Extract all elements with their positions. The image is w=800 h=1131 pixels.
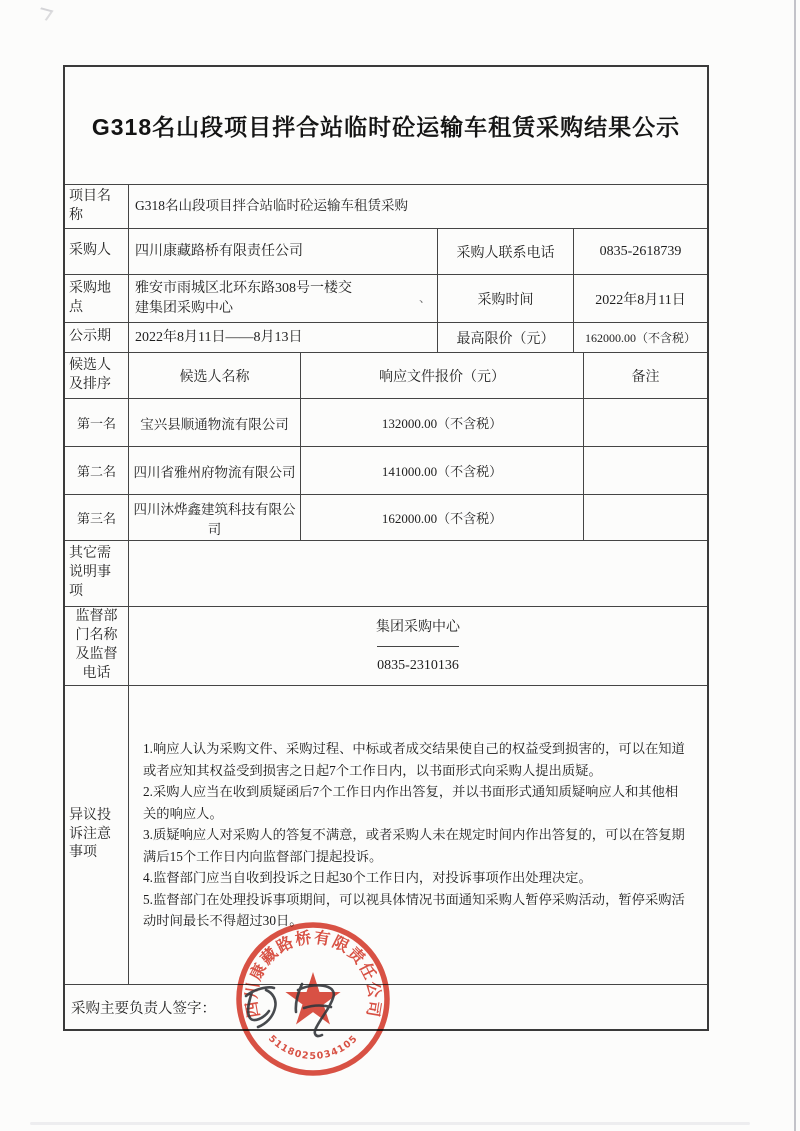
objection-label: 异议投诉注意事项 [69, 807, 111, 861]
objection-item-3: 3.质疑响应人对采购人的答复不满意，或者采购人未在规定时间内作出答复的，可以在答复期满后15个工作日内向监督部门提起投诉。 [143, 827, 685, 864]
objection-item-2: 2.采购人应当在收到质疑函后7个工作日内作出答复，并以书面形式通知质疑响应人和其他相关的响应人。 [143, 784, 679, 821]
candidates-header-row [65, 352, 707, 398]
project-name-label: 项目名称 [69, 188, 111, 223]
candidate-remark [583, 447, 707, 494]
candidate-name: 四川沐烨鑫建筑科技有限公司 [128, 495, 300, 540]
project-name-row [65, 184, 707, 228]
candidate-price: 141000.00（不含税） [300, 447, 583, 494]
supervision-label: 监督部门名称及监督电话 [75, 609, 118, 681]
scan-bottom-shadow [30, 1122, 750, 1125]
objection-item-4: 4.监督部门应当自收到投诉之日起30个工作日内，对投诉事项作出处理决定。 [143, 870, 592, 886]
location-row [65, 274, 707, 322]
other-notes-row [65, 540, 707, 606]
candidate-row-1 [65, 398, 707, 446]
stray-pen-mark: 、 [418, 291, 431, 306]
candidate-rank: 第二名 [76, 464, 116, 479]
procurement-result-table [63, 65, 709, 1031]
candidate-remark [583, 399, 707, 446]
publicity-period-value: 2022年8月11日——8月13日 [128, 323, 437, 352]
signature-label: 采购主要负责人签字： [71, 1000, 216, 1017]
location-label: 采购地点 [69, 280, 111, 315]
purchaser-phone-value: 0835-2618739 [573, 229, 707, 274]
purchase-time-label: 采购时间 [437, 275, 573, 322]
candidate-name-header: 候选人名称 [128, 353, 300, 398]
supervision-phone: 0835-2310136 [377, 646, 459, 686]
project-name-value: G318名山段项目拌合站临时砼运输车租赁采购 [128, 185, 707, 228]
other-notes-label: 其它需说明事项 [69, 546, 111, 599]
handwritten-signature [238, 974, 350, 1046]
seal-serial-number: 5118025034105 [265, 1033, 360, 1063]
max-price-value: 162000.00（不含税） [573, 323, 707, 352]
supervision-values [128, 607, 707, 685]
max-price-label: 最高限价（元） [437, 323, 573, 352]
objection-content-cell [128, 686, 707, 984]
candidate-row-2 [65, 446, 707, 494]
page-title: G318名山段项目拌合站临时砼运输车租赁采购结果公示 [91, 114, 681, 140]
candidate-name: 四川省雅州府物流有限公司 [128, 447, 300, 494]
candidate-remark [583, 495, 707, 540]
candidate-rank: 第一名 [76, 416, 116, 431]
objection-items [135, 734, 701, 936]
objection-item-5: 5.监督部门在处理投诉事项期间，可以视具体情况书面通知采购人暂停采购活动，暂停采购活动时间最长不得超过30日。 [143, 891, 685, 929]
publicity-period-label: 公示期 [69, 329, 111, 345]
candidate-row-3 [65, 494, 707, 540]
purchaser-phone-label: 采购人联系电话 [437, 229, 573, 274]
scan-pen-mark [34, 7, 53, 20]
candidate-price: 132000.00（不含税） [300, 399, 583, 446]
location-value [128, 275, 437, 322]
location-text: 雅安市雨城区北环东路308号一楼交建集团采购中心 [135, 280, 352, 316]
bid-price-header: 响应文件报价（元） [300, 353, 583, 398]
publicity-period-row [65, 322, 707, 352]
supervision-row [65, 606, 707, 685]
seal-company-name: 四川康藏路桥有限责任公司 [241, 927, 385, 1020]
candidate-rank: 第三名 [76, 511, 116, 526]
purchaser-row [65, 228, 707, 274]
rank-header: 候选人及排序 [69, 357, 111, 392]
candidate-price: 162000.00（不含税） [300, 495, 583, 540]
title-row [65, 67, 707, 184]
objection-item-1: 1.响应人认为采购文件、采购过程、中标或者成交结果使自己的权益受到损害的，可以在知道或者应知其权益受到损害之日起7个工作日内，以书面形式向采购人提出质疑。 [143, 741, 685, 778]
remark-header: 备注 [583, 353, 707, 398]
supervision-department: 集团采购中心 [376, 620, 460, 636]
other-notes-value [128, 541, 707, 606]
purchase-time-value: 2022年8月11日 [573, 275, 707, 322]
purchaser-value: 四川康藏路桥有限责任公司 [128, 229, 437, 274]
scan-page-edge [794, 0, 796, 1131]
candidate-name: 宝兴县顺通物流有限公司 [128, 399, 300, 446]
purchaser-label: 采购人 [69, 243, 111, 259]
